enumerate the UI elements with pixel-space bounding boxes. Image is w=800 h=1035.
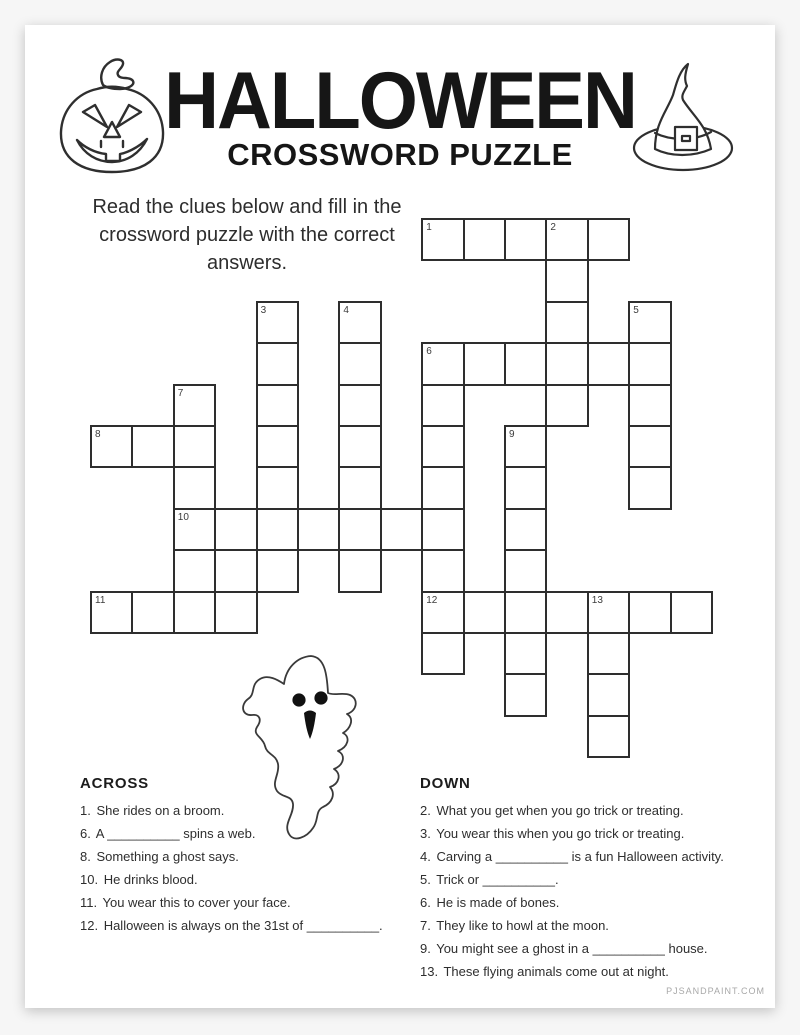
clue-item: [80, 845, 410, 868]
crossword-cell[interactable]: [131, 591, 174, 634]
cell-number: 5: [633, 304, 639, 316]
crossword-cell[interactable]: [256, 466, 299, 509]
clue-text: He drinks blood.: [100, 872, 198, 887]
clue-number: 12.: [80, 918, 99, 933]
crossword-cell[interactable]: [545, 384, 588, 427]
clue-text: He is made of bones.: [432, 895, 560, 910]
clue-number: 11.: [80, 895, 98, 910]
crossword-cell[interactable]: [421, 466, 464, 509]
crossword-cell[interactable]: [421, 342, 464, 385]
crossword-cell[interactable]: [504, 632, 547, 675]
crossword-cell[interactable]: [504, 508, 547, 551]
crossword-cell[interactable]: [587, 673, 630, 716]
crossword-cell[interactable]: [628, 425, 671, 468]
crossword-cell[interactable]: [504, 425, 547, 468]
cell-number: 13: [591, 594, 603, 606]
clue-text: You wear this to cover your face.: [99, 895, 291, 910]
instructions-text: Read the clues below and fill in the crossword puzzle with the correct answers.: [92, 196, 402, 274]
crossword-cell[interactable]: [421, 632, 464, 675]
clue-text: Halloween is always on the 31st of __________.: [100, 918, 383, 933]
crossword-cell[interactable]: [338, 508, 381, 551]
clue-item: [420, 799, 750, 822]
crossword-cell[interactable]: [421, 425, 464, 468]
clue-item: [420, 868, 750, 891]
crossword-cell[interactable]: [504, 673, 547, 716]
down-section: [420, 775, 750, 983]
clue-number: 4.: [420, 849, 431, 864]
crossword-cell[interactable]: [90, 425, 133, 468]
clue-item: [420, 822, 750, 845]
crossword-grid: [90, 218, 713, 758]
clue-item: [420, 937, 750, 960]
cell-number: 7: [177, 387, 184, 399]
clue-number: 8.: [80, 849, 91, 864]
across-heading: ACROSS: [80, 775, 149, 792]
crossword-cell[interactable]: [256, 425, 299, 468]
clue-text: Something a ghost says.: [92, 849, 239, 864]
crossword-cell[interactable]: [338, 549, 381, 592]
clue-item: [80, 868, 410, 891]
clue-item: [420, 960, 750, 983]
site-credit: PJSANDPAINT.COM: [666, 986, 765, 996]
across-clue-list: [80, 799, 410, 937]
clue-item: [80, 891, 410, 914]
cell-number: 1: [426, 222, 432, 233]
clue-text: She rides on a broom.: [92, 803, 225, 818]
crossword-cell[interactable]: [628, 591, 671, 634]
crossword-cell[interactable]: [587, 715, 630, 758]
crossword-cell[interactable]: [173, 591, 216, 634]
clue-number: 10.: [80, 872, 99, 887]
crossword-cell[interactable]: [504, 218, 547, 261]
clue-text: Trick or __________.: [432, 872, 559, 887]
clue-number: 7.: [420, 918, 431, 933]
crossword-cell[interactable]: [297, 508, 340, 551]
crossword-cell[interactable]: [256, 301, 299, 344]
cell-number: 9: [509, 429, 515, 440]
clue-item: [420, 845, 750, 868]
crossword-cell[interactable]: [256, 384, 299, 427]
crossword-cell[interactable]: [545, 342, 588, 385]
crossword-cell[interactable]: [628, 342, 671, 385]
crossword-cell[interactable]: [463, 218, 506, 261]
cell-number: 4: [343, 304, 349, 316]
clue-number: 5.: [420, 872, 431, 887]
cell-number: 3: [260, 304, 267, 316]
crossword-cell[interactable]: [90, 591, 133, 634]
crossword-cell[interactable]: [338, 384, 381, 427]
crossword-cell[interactable]: [338, 425, 381, 468]
clue-text: You might see a ghost in a __________ house.: [432, 941, 708, 956]
clue-text: They like to howl at the moon.: [432, 918, 609, 933]
clue-item: [80, 822, 410, 845]
cell-number: 11: [95, 594, 106, 606]
down-heading: DOWN: [420, 775, 471, 792]
clue-text: Carving a __________ is a fun Halloween activity.: [432, 849, 724, 864]
crossword-cell[interactable]: [628, 466, 671, 509]
crossword-cell[interactable]: [173, 425, 216, 468]
crossword-cell[interactable]: [463, 591, 506, 634]
crossword-cell[interactable]: [628, 301, 671, 344]
crossword-cell[interactable]: [504, 591, 547, 634]
clue-text: These flying animals come out at night.: [440, 964, 669, 979]
clue-number: 9.: [420, 941, 431, 956]
crossword-cell[interactable]: [421, 218, 464, 261]
crossword-cell[interactable]: [545, 591, 588, 634]
clue-number: 3.: [420, 826, 431, 841]
crossword-cell[interactable]: [628, 384, 671, 427]
crossword-cell[interactable]: [173, 384, 216, 427]
clue-item: [80, 799, 410, 822]
crossword-cell[interactable]: [504, 342, 547, 385]
clue-text: What you get when you go trick or treating.: [432, 803, 684, 818]
clue-number: 6.: [80, 826, 91, 841]
clue-item: [420, 891, 750, 914]
crossword-cell[interactable]: [504, 549, 547, 592]
cell-number: 8: [95, 429, 101, 440]
crossword-cell[interactable]: [421, 591, 464, 634]
crossword-cell[interactable]: [214, 508, 257, 551]
crossword-cell[interactable]: [421, 384, 464, 427]
crossword-cell[interactable]: [256, 342, 299, 385]
clue-item: [80, 914, 410, 937]
worksheet-page: [25, 25, 775, 1008]
page-subtitle: CROSSWORD PUZZLE: [227, 137, 573, 172]
crossword-cell[interactable]: [421, 549, 464, 592]
crossword-cell[interactable]: [338, 342, 381, 385]
crossword-cell[interactable]: [545, 218, 588, 261]
clue-text: A __________ spins a web.: [92, 826, 256, 841]
crossword-cell[interactable]: [214, 591, 257, 634]
crossword-cell[interactable]: [173, 466, 216, 509]
cell-number: 6: [426, 346, 432, 358]
down-clue-list: [420, 799, 750, 983]
crossword-cell[interactable]: [256, 549, 299, 592]
crossword-cell[interactable]: [587, 342, 630, 385]
page-title: HALLOWEEN: [164, 55, 636, 146]
crossword-cell[interactable]: [587, 218, 630, 261]
crossword-cell[interactable]: [173, 549, 216, 592]
cell-number: 12: [426, 594, 438, 606]
clue-number: 2.: [420, 803, 431, 818]
crossword-cell[interactable]: [421, 508, 464, 551]
cell-number: 2: [550, 222, 556, 233]
crossword-cell[interactable]: [463, 342, 506, 385]
clue-number: 13.: [420, 964, 439, 979]
clue-item: [420, 914, 750, 937]
crossword-cell[interactable]: [587, 591, 630, 634]
crossword-cell[interactable]: [587, 632, 630, 675]
clue-number: 6.: [420, 895, 431, 910]
crossword-cell[interactable]: [338, 301, 381, 344]
crossword-cell[interactable]: [131, 425, 174, 468]
clue-text: You wear this when you go trick or treating.: [432, 826, 685, 841]
crossword-cell[interactable]: [338, 466, 381, 509]
crossword-cell[interactable]: [256, 508, 299, 551]
crossword-cell[interactable]: [380, 508, 423, 551]
crossword-cell[interactable]: [504, 466, 547, 509]
clue-number: 1.: [80, 803, 91, 818]
crossword-cell[interactable]: [545, 301, 588, 344]
cell-number: 10: [177, 511, 189, 523]
crossword-cell[interactable]: [545, 259, 588, 302]
crossword-cell[interactable]: [670, 591, 713, 634]
across-section: [80, 775, 410, 937]
crossword-cell[interactable]: [173, 508, 216, 551]
